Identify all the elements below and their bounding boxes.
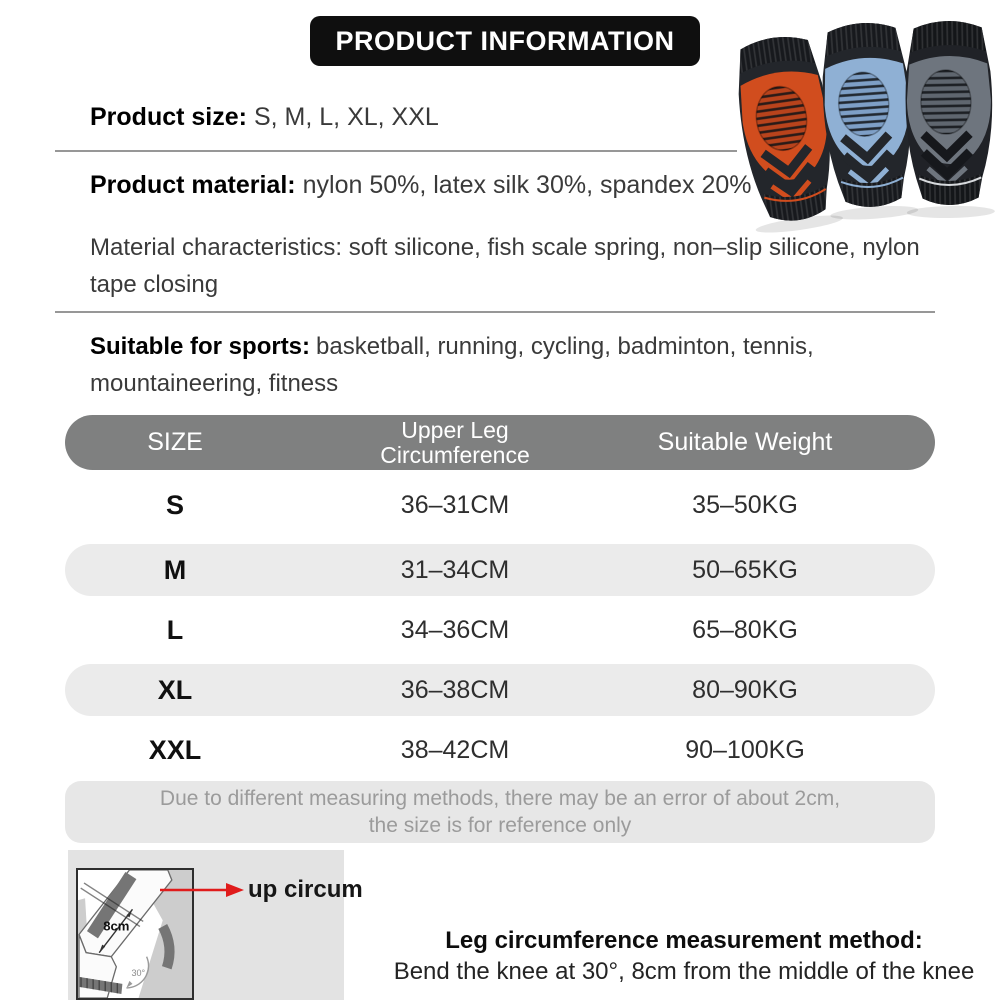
row-size: XL (157, 674, 193, 705)
row-weight: 80–90KG (692, 675, 798, 704)
product-material-value: nylon 50%, latex silk 30%, spandex 20% (302, 171, 752, 199)
knee-brace-black-icon (904, 20, 995, 219)
row-circumference: 36–31CM (400, 490, 510, 519)
row-weight: 65–80KG (692, 615, 798, 644)
product-size-line (90, 103, 439, 132)
divider (55, 311, 935, 313)
row-size: XXL (148, 734, 202, 765)
product-material-label: Product material: (90, 171, 296, 199)
row-size: M (163, 554, 187, 585)
row-circumference: 36–38CM (400, 675, 510, 704)
header-circumference: Upper Leg Circumference (380, 416, 530, 468)
measurement-method-title: Leg circumference measurement method: (445, 927, 923, 954)
measurement-method (372, 926, 996, 987)
table-row (65, 724, 935, 776)
size-note (65, 781, 935, 843)
suitable-sports-label: Suitable for sports: (90, 333, 311, 360)
size-note-line1: Due to different measuring methods, there may be an error of about 2cm, (159, 787, 841, 810)
product-size-label: Product size: (90, 103, 247, 131)
diagram-8cm-label: 8cm (103, 918, 130, 934)
header-size: SIZE (147, 428, 203, 456)
suitable-sports-value: basketball, running, cycling, badminton, tennis, mountaineering, fitness (90, 333, 814, 397)
suitable-sports-line (90, 328, 885, 402)
table-row (65, 604, 935, 656)
row-weight: 90–100KG (685, 735, 805, 764)
row-circumference: 34–36CM (400, 615, 510, 644)
product-size-value: S, M, L, XL, XXL (253, 103, 439, 131)
row-size: S (165, 489, 184, 520)
row-circumference: 31–34CM (400, 555, 510, 584)
product-photo (735, 6, 1000, 234)
product-material-line (90, 171, 752, 200)
up-circum-label: up circum (248, 876, 363, 903)
material-characteristics: Material characteristics: soft silicone, fish scale spring, non–slip silicone, nylon tape closing (90, 234, 920, 298)
row-weight: 50–65KG (692, 555, 798, 584)
row-weight: 35–50KG (692, 490, 798, 519)
size-note-line2: the size is for reference only (368, 814, 632, 837)
banner (310, 16, 700, 66)
size-table-header (65, 415, 935, 470)
divider (55, 150, 737, 152)
table-row (65, 544, 935, 596)
table-row (65, 479, 935, 531)
banner-title: PRODUCT INFORMATION (335, 25, 675, 56)
measurement-method-text: Bend the knee at 30°, 8cm from the middle of the knee (393, 958, 975, 985)
row-circumference: 38–42CM (400, 735, 510, 764)
header-weight: Suitable Weight (657, 428, 833, 456)
diagram-30deg-label: 30° (131, 967, 146, 978)
row-size: L (166, 614, 184, 645)
knee-brace-blue-icon (817, 20, 918, 222)
table-row (65, 664, 935, 716)
red-arrow-icon (158, 880, 246, 900)
